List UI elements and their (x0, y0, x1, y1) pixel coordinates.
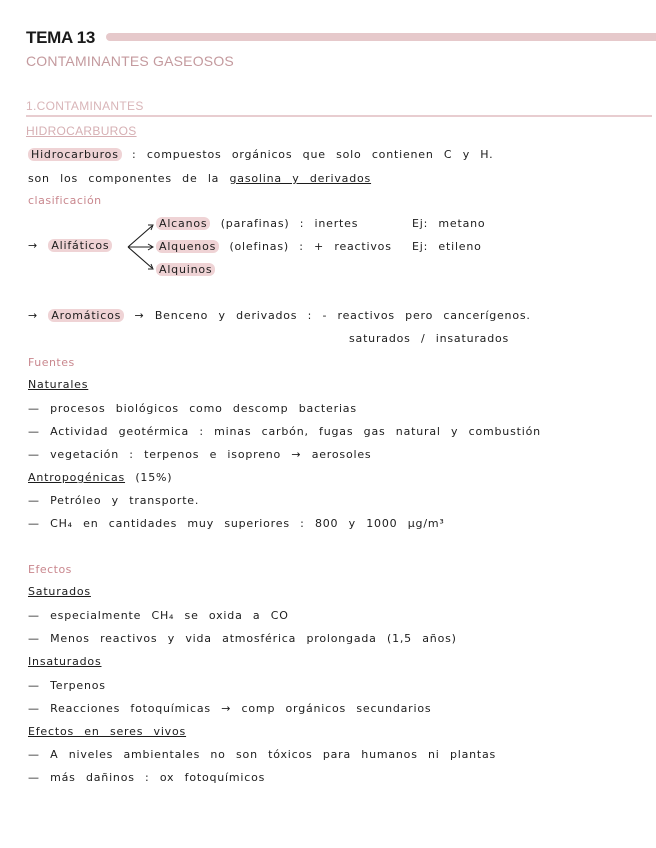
list-item: — Petróleo y transporte. (28, 494, 200, 507)
clasificacion-heading: clasificación (28, 194, 102, 207)
aromaticos-line2: saturados / insaturados (349, 332, 510, 345)
definition-line-2 (28, 172, 371, 185)
definition-line (28, 148, 493, 161)
alcanos-example: Ej: metano (412, 217, 486, 230)
alquinos-label: Alquinos (156, 263, 215, 276)
alifaticos-row (28, 239, 112, 252)
list-item: — Terpenos (28, 679, 106, 692)
definition-text: : compuestos orgánicos que solo contienen C y H. (132, 148, 494, 161)
alcanos-label: Alcanos (156, 217, 210, 230)
page-subtitle: CONTAMINANTES GASEOSOS (26, 53, 234, 69)
list-item: — CH₄ en cantidades muy superiores : 800 y 1000 µg/m³ (28, 517, 445, 530)
list-item: — especialmente CH₄ se oxida a CO (28, 609, 289, 622)
saturados-heading: Saturados (28, 585, 91, 598)
list-item: — procesos biológicos como descomp bacterias (28, 402, 357, 415)
title-accent-bar (106, 33, 656, 41)
list-item: — A niveles ambientales no son tóxicos para humanos ni plantas (28, 748, 497, 761)
alquenos-example: Ej: etileno (412, 240, 482, 253)
naturales-heading: Naturales (28, 378, 89, 391)
list-item: — Reacciones fotoquímicas → comp orgánicos secundarios (28, 702, 432, 715)
branch-arrows-icon (126, 222, 156, 272)
alquenos-label: Alquenos (156, 240, 219, 253)
alcanos-row (156, 217, 358, 230)
section-title: 1.CONTAMINANTES (26, 99, 144, 113)
aromaticos-text: → Benceno y derivados : - reactivos pero cancerígenos. (134, 309, 531, 322)
arrow-icon: → (28, 309, 39, 322)
alquenos-detail: (olefinas) : + reactivos (229, 240, 392, 253)
list-item: — vegetación : terpenos e isopreno → aerosoles (28, 448, 372, 461)
list-item: — Actividad geotérmica : minas carbón, fugas gas natural y combustión (28, 425, 541, 438)
seres-vivos-heading: Efectos en seres vivos (28, 725, 187, 738)
arrow-icon: → (28, 239, 39, 252)
list-item: — más dañinos : ox fotoquímicos (28, 771, 266, 784)
efectos-heading: Efectos (28, 563, 72, 576)
fuentes-heading: Fuentes (28, 356, 75, 369)
alcanos-detail: (parafinas) : inertes (220, 217, 359, 230)
definition-term: Hidrocarburos (28, 148, 122, 161)
alifaticos-label: Alifáticos (48, 239, 112, 252)
insaturados-heading: Insaturados (28, 655, 102, 668)
list-item: — Menos reactivos y vida atmosférica prolongada (1,5 años) (28, 632, 457, 645)
aromaticos-label: Aromáticos (48, 309, 124, 322)
aromaticos-row (28, 309, 531, 322)
section-divider (26, 115, 652, 117)
definition-line2-prefix: son los componentes de la (28, 172, 220, 185)
antropogenicas-heading: Antropogénicas (28, 471, 126, 484)
page-title: TEMA 13 (26, 28, 96, 47)
antropogenicas-percent: (15%) (135, 471, 173, 484)
antropogenicas-row (28, 471, 172, 484)
section-subtitle: HIDROCARBUROS (26, 124, 137, 138)
alquinos-row (156, 263, 215, 276)
definition-line2-underlined: gasolina y derivados (229, 172, 372, 185)
alquenos-row (156, 240, 392, 253)
